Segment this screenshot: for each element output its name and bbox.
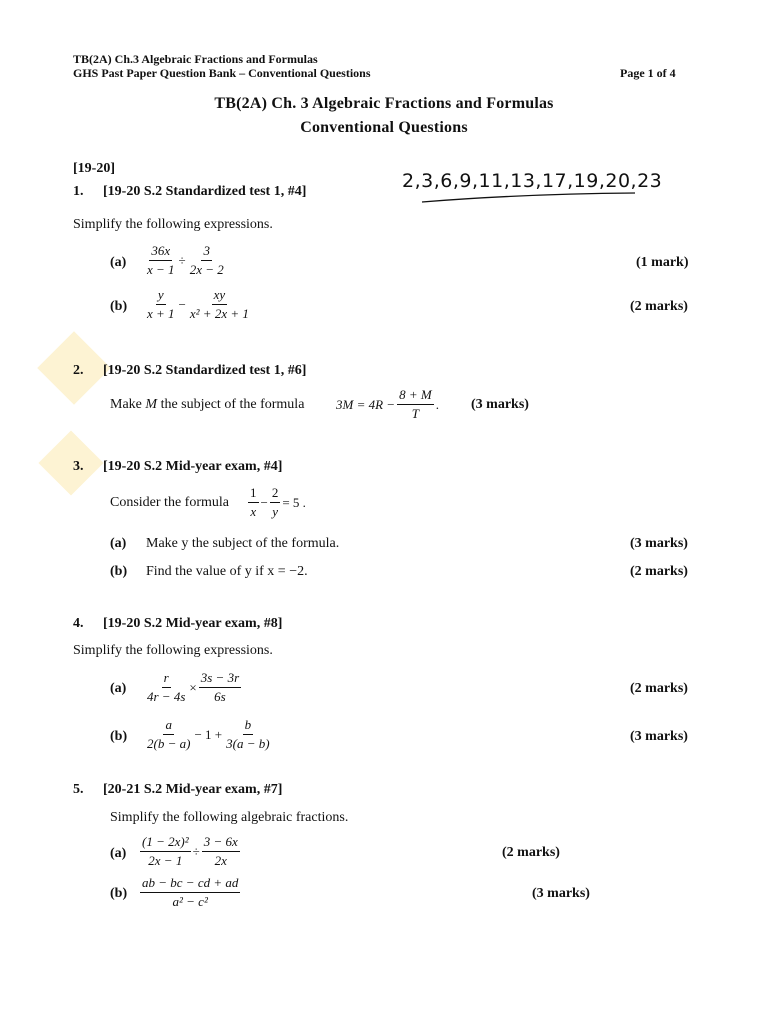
q4-number: 4. bbox=[73, 616, 84, 631]
q3-text: Consider the formula bbox=[110, 495, 229, 510]
fraction: $\frac{r}{4r - 4s}$ bbox=[147, 670, 186, 704]
q3a-marks: (3 marks) bbox=[630, 536, 688, 551]
q5b-expression bbox=[140, 875, 240, 910]
q2-marks: (3 marks) bbox=[471, 397, 529, 412]
q4b-expression: $\frac{a}{2(b - a)}$ − 1 + $\frac{b}{3(a - b)}$ bbox=[147, 717, 270, 751]
q5-instruction: Simplify the following algebraic fractions. bbox=[110, 810, 349, 825]
q5b-marks: (3 marks) bbox=[532, 886, 590, 901]
q1a-label: (a) bbox=[110, 255, 127, 270]
header-line-1: TB(2A) Ch.3 Algebraic Fractions and Formulas bbox=[73, 52, 318, 66]
fraction: $\frac{b}{3(a - b)}$ bbox=[226, 717, 270, 751]
fraction: $\frac{3}{2x - 2}$ bbox=[189, 243, 224, 277]
q4-instruction: Simplify the following expressions. bbox=[73, 643, 273, 658]
q5-number: 5. bbox=[73, 782, 84, 797]
q3-number: 3. bbox=[73, 459, 84, 474]
q1b-marks: (2 marks) bbox=[630, 299, 688, 314]
q4a-label: (a) bbox=[110, 681, 127, 696]
q4b-marks: (3 marks) bbox=[630, 729, 688, 744]
q1b-label: (b) bbox=[110, 299, 128, 314]
q1a-marks: (1 mark) bbox=[636, 255, 689, 270]
fraction: $\frac{3s - 3r}{6s}$ bbox=[200, 670, 240, 704]
watermark-shape bbox=[38, 430, 103, 495]
handwritten-note: 2,3,6,9,11,13,17,19,20,23 bbox=[402, 170, 663, 192]
q3b-marks: (2 marks) bbox=[630, 564, 688, 579]
q4-source: [19-20 S.2 Mid-year exam, #8] bbox=[103, 616, 283, 631]
page-title: TB(2A) Ch. 3 Algebraic Fractions and Formulas bbox=[214, 95, 554, 112]
q2-number: 2. bbox=[73, 363, 84, 378]
fraction: $\frac{2}{y}$ bbox=[271, 485, 279, 519]
page-subtitle: Conventional Questions bbox=[300, 119, 468, 136]
q3b-label: (b) bbox=[110, 564, 128, 579]
q5-source: [20-21 S.2 Mid-year exam, #7] bbox=[103, 782, 283, 797]
fraction: $\frac{3 - 6x}{2x}$ bbox=[203, 834, 238, 868]
handwritten-underline bbox=[420, 190, 640, 206]
q3-source: [19-20 S.2 Mid-year exam, #4] bbox=[103, 459, 283, 474]
fraction: $\frac{y}{x + 1}$ bbox=[147, 287, 175, 321]
q4a-marks: (2 marks) bbox=[630, 681, 688, 696]
fraction: $\frac{36x}{x - 1}$ bbox=[147, 243, 175, 277]
fraction: $\frac{a}{2(b - a)}$ bbox=[147, 717, 191, 751]
q2-text: Make M the subject of the formula bbox=[110, 397, 305, 412]
q5a-label: (a) bbox=[110, 846, 127, 861]
fraction: $\frac{\text{(1 − 2x)²}}{2x - 1}$ bbox=[142, 834, 189, 868]
q2-formula: 3M = 4R − $\frac{8 + M}{T}$ . bbox=[336, 387, 439, 421]
q2-source: [19-20 S.2 Standardized test 1, #6] bbox=[103, 363, 307, 378]
q1-number: 1. bbox=[73, 184, 84, 199]
q5a-marks: (2 marks) bbox=[502, 845, 560, 860]
header-line-2: GHS Past Paper Question Bank – Conventional Questions bbox=[73, 66, 371, 80]
q1a-expression: $\frac{36x}{x - 1}$ ÷ $\frac{3}{2x - 2}$ bbox=[147, 243, 224, 277]
q5a-expression: $\frac{\text{(1 − 2x)²}}{2x - 1}$ ÷ $\frac{3 - 6x}{2x}$ bbox=[142, 834, 238, 868]
section-year: [19-20] bbox=[73, 161, 115, 176]
fraction: $\frac{1}{x}$ bbox=[250, 485, 257, 519]
q4a-expression: $\frac{r}{4r - 4s}$ × $\frac{3s - 3r}{6s}$ bbox=[147, 670, 240, 704]
q3-formula: $\frac{1}{x}$ − $\frac{2}{y}$ = 5 . bbox=[250, 485, 306, 519]
q5b-label: (b) bbox=[110, 886, 128, 901]
fraction: $\frac{8 + M}{T}$ bbox=[399, 387, 432, 421]
q1b-expression: $\frac{y}{x + 1}$ − $\frac{xy}{\text{x² + 2x + 1}}$ bbox=[147, 287, 249, 321]
q1-instruction: Simplify the following expressions. bbox=[73, 217, 273, 232]
q1-source: [19-20 S.2 Standardized test 1, #4] bbox=[103, 184, 307, 199]
q4b-label: (b) bbox=[110, 729, 128, 744]
q3b-text: Find the value of y if x = −2. bbox=[146, 564, 308, 579]
q3a-text: Make y the subject of the formula. bbox=[146, 536, 340, 551]
fraction: $\frac{xy}{\text{x² + 2x + 1}}$ bbox=[189, 287, 249, 321]
q3a-label: (a) bbox=[110, 536, 127, 551]
page-number: Page 1 of 4 bbox=[620, 66, 676, 80]
fraction: $\frac{ab - bc - cd + ad}{\text{a² − c²}}$ bbox=[142, 875, 239, 909]
